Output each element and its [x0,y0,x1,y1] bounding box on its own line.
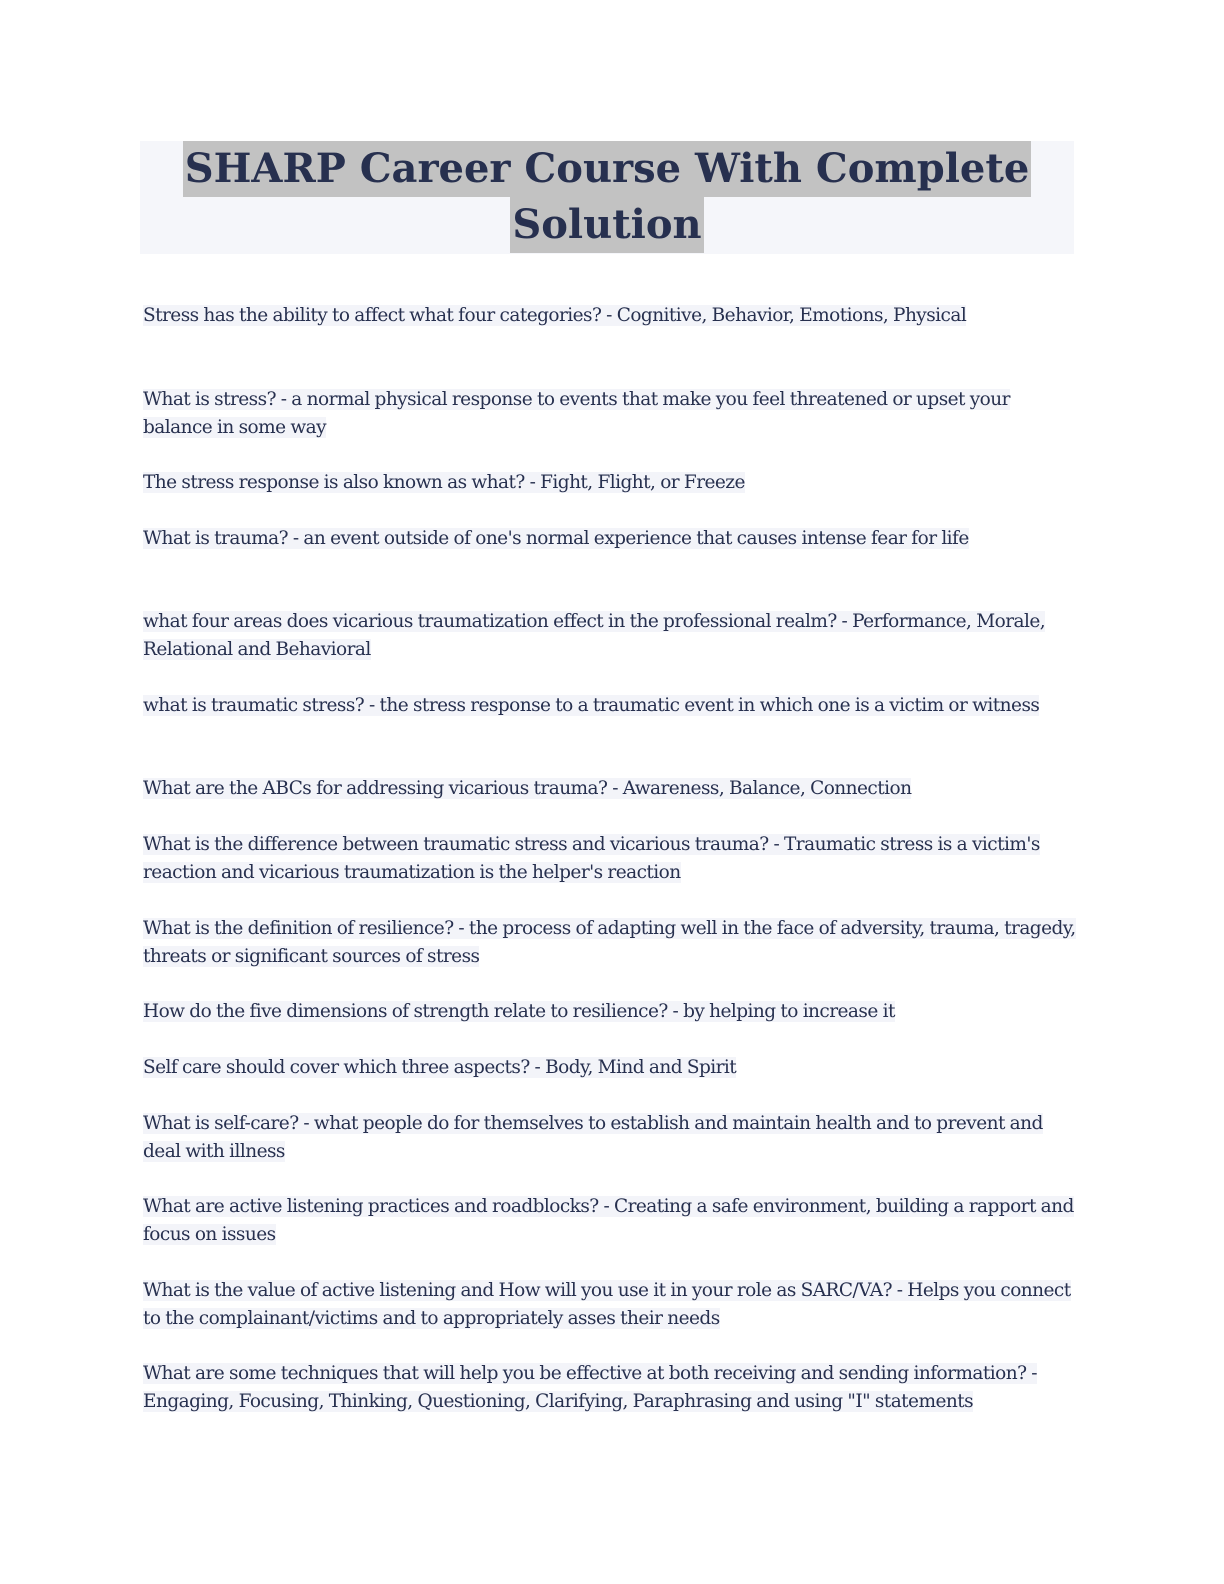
qa-item: What is the definition of resilience? - the process of adapting well in the face of adversity, trauma, tragedy, threats or significant sources of stress [143,917,1076,967]
qa-item: What is self-care? - what people do for themselves to establish and maintain health and to prevent and deal with illness [143,1112,1043,1162]
document-title-line-1: SHARP Career Course With Complete [183,141,1032,197]
qa-item: What are active listening practices and roadblocks? - Creating a safe environment, building a rapport and focus on issues [143,1195,1074,1245]
qa-item: What are the ABCs for addressing vicarious trauma? - Awareness, Balance, Connection [143,777,912,799]
qa-item: What is the difference between traumatic stress and vicarious trauma? - Traumatic stress is a victim's reaction and vicarious traumatization is the helper's reaction [143,833,1040,883]
document-title-line-2: Solution [510,197,703,253]
qa-item: What are some techniques that will help you be effective at both receiving and sending information? - Engaging, Focusing, Thinking, Questioning, Clarifying, Paraphrasing and using "I" statements [143,1362,1037,1412]
qa-item: what is traumatic stress? - the stress response to a traumatic event in which one is a victim or witness [143,694,1040,716]
qa-item: What is trauma? - an event outside of one's normal experience that causes intense fear for life [143,527,969,549]
title-block [140,141,1074,254]
qa-item: What is stress? - a normal physical response to events that make you feel threatened or upset your balance in some way [143,388,1010,438]
qa-item: Stress has the ability to affect what four categories? - Cognitive, Behavior, Emotions, Physical [143,304,967,326]
qa-item: What is the value of active listening and How will you use it in your role as SARC/VA? - Helps you connect to the complainant/victims and to appropriately asses their needs [143,1279,1071,1329]
qa-item: The stress response is also known as what? - Fight, Flight, or Freeze [143,471,745,493]
qa-item: Self care should cover which three aspects? - Body, Mind and Spirit [143,1056,737,1078]
qa-item: what four areas does vicarious traumatization effect in the professional realm? - Performance, Morale, Relational and Behavioral [143,610,1046,660]
qa-item: How do the five dimensions of strength relate to resilience? - by helping to increase it [143,1000,895,1022]
